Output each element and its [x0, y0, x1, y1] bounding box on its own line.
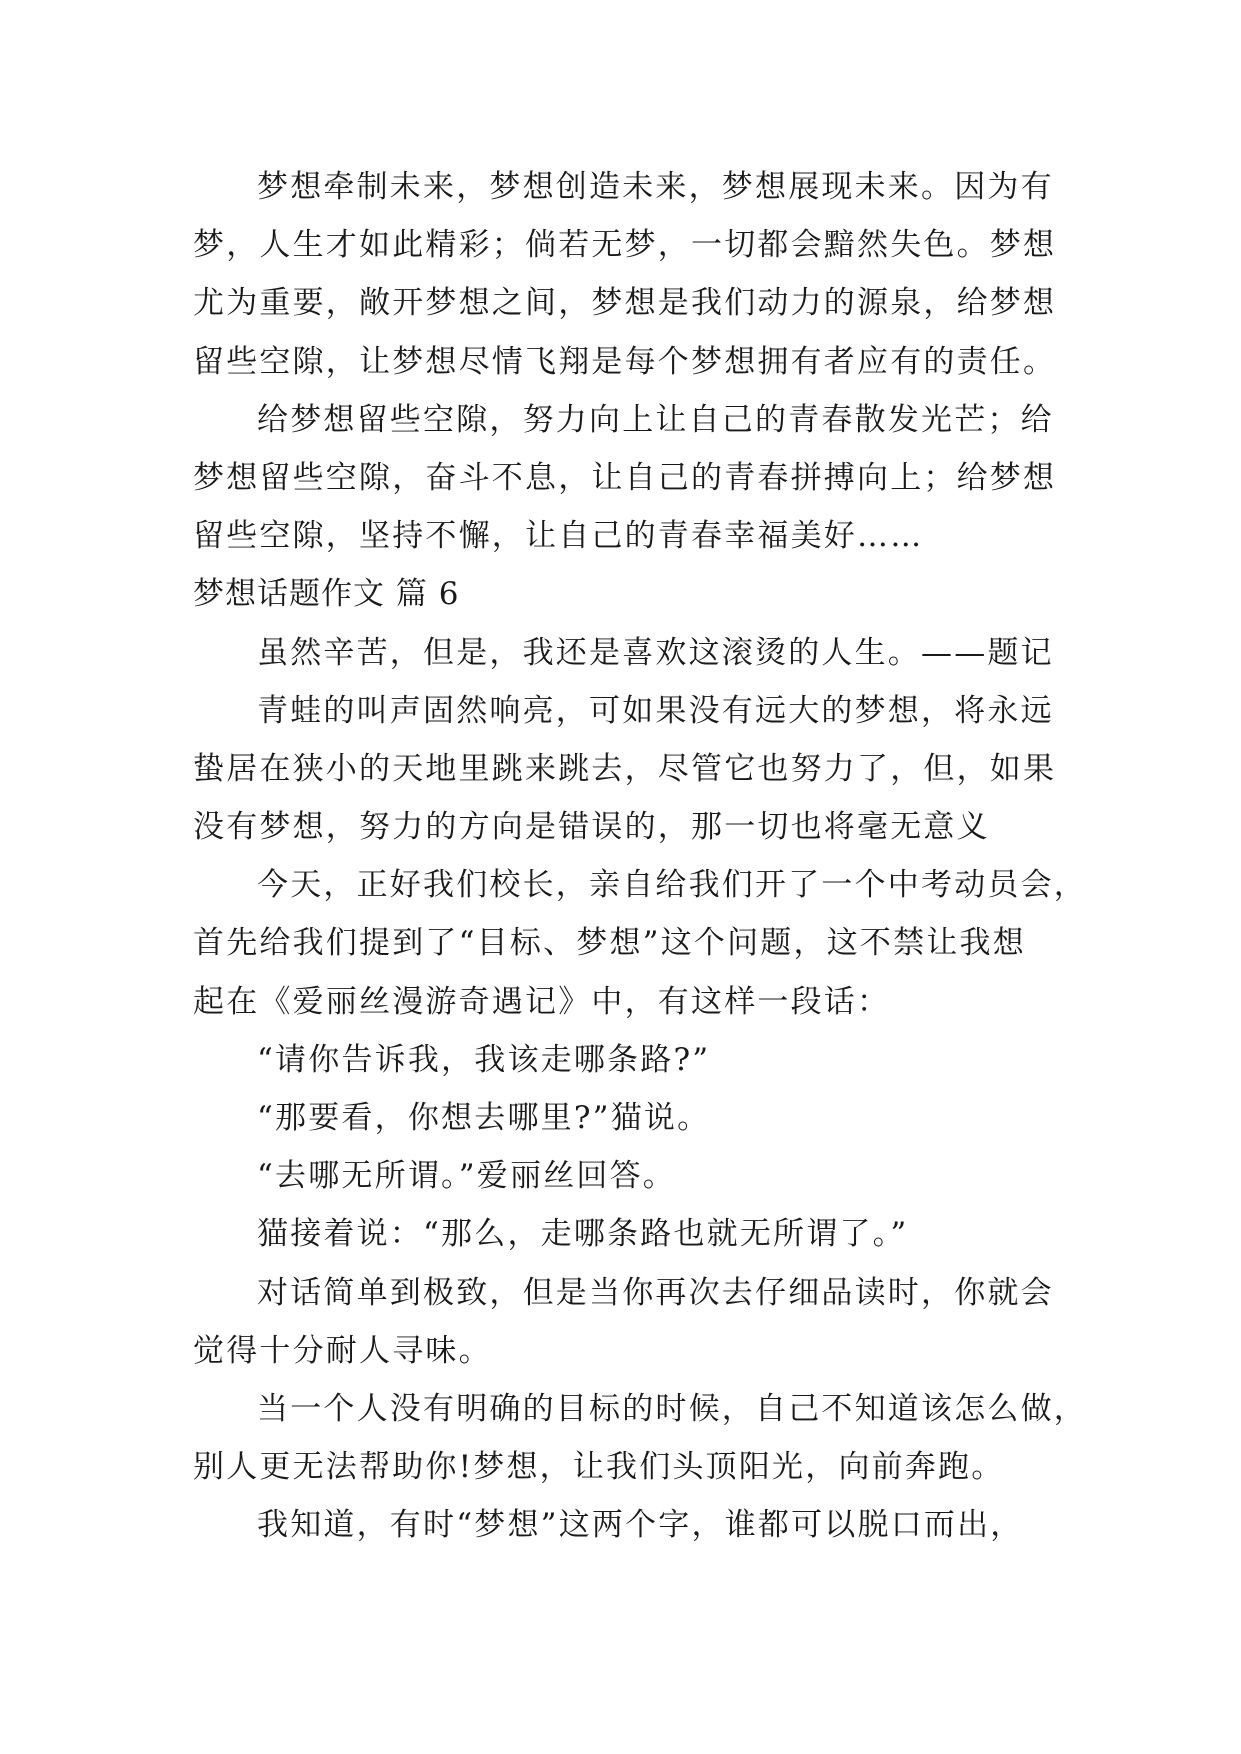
- dialogue-line: “请你告诉我，我该走哪条路?”: [257, 1041, 711, 1078]
- paragraph-line: 我知道，有时“梦想”这两个字，谁都可以脱口而出，: [257, 1507, 1024, 1544]
- paragraph-line: 觉得十分耐人寻味。: [193, 1332, 492, 1369]
- paragraph-line: 留些空隙，坚持不懈，让自己的青春幸福美好……: [193, 518, 924, 555]
- paragraph-line: 今天，正好我们校长，亲自给我们开了一个中考动员会，: [257, 867, 1087, 904]
- paragraph-line: 没有梦想，努力的方向是错误的，那一切也将毫无意义: [193, 809, 990, 846]
- document-body: [193, 158, 1093, 1555]
- dialogue-line: “去哪无所谓。”爱丽丝回答。: [257, 1158, 676, 1195]
- paragraph-line: 对话简单到极致，但是当你再次去仔细品读时，你就会: [257, 1274, 1054, 1311]
- dialogue-line: 猫接着说：“那么，走哪条路也就无所谓了。”: [257, 1216, 909, 1253]
- dialogue-line: “那要看，你想去哪里?”猫说。: [257, 1100, 711, 1136]
- paragraph-line: 梦想留些空隙，奋斗不息，让自己的青春拼搏向上；给梦想: [193, 459, 1057, 496]
- paragraph-line: 起在《爱丽丝漫游奇遇记》中，有这样一段话：: [193, 983, 891, 1020]
- epigraph-line: 虽然辛苦，但是，我还是喜欢这滚烫的人生。——题记: [257, 634, 1054, 671]
- paragraph-line: 别人更无法帮助你!梦想，让我们头顶阳光，向前奔跑。: [193, 1449, 1005, 1486]
- paragraph-line: 留些空隙，让梦想尽情飞翔是每个梦想拥有者应有的责任。: [193, 343, 1057, 380]
- paragraph-line: 尤为重要，敞开梦想之间，梦想是我们动力的源泉，给梦想: [193, 285, 1057, 322]
- section-heading: 梦想话题作文 篇 6: [193, 576, 460, 613]
- paragraph-line: 蛰居在狭小的天地里跳来跳去，尽管它也努力了，但，如果: [193, 750, 1057, 787]
- paragraph-line: 首先给我们提到了“目标、梦想”这个问题，这不禁让我想: [193, 925, 1026, 962]
- paragraph-line: 梦，人生才如此精彩；倘若无梦，一切都会黯然失色。梦想: [193, 227, 1057, 264]
- paragraph-line: 梦想牵制未来，梦想创造未来，梦想展现未来。因为有: [257, 169, 1054, 205]
- paragraph-line: 给梦想留些空隙，努力向上让自己的青春散发光芒；给: [257, 401, 1054, 438]
- paragraph-line: 当一个人没有明确的目标的时候，自己不知道该怎么做，: [257, 1390, 1087, 1427]
- paragraph-line: 青蛙的叫声固然响亮，可如果没有远大的梦想，将永远: [257, 692, 1054, 729]
